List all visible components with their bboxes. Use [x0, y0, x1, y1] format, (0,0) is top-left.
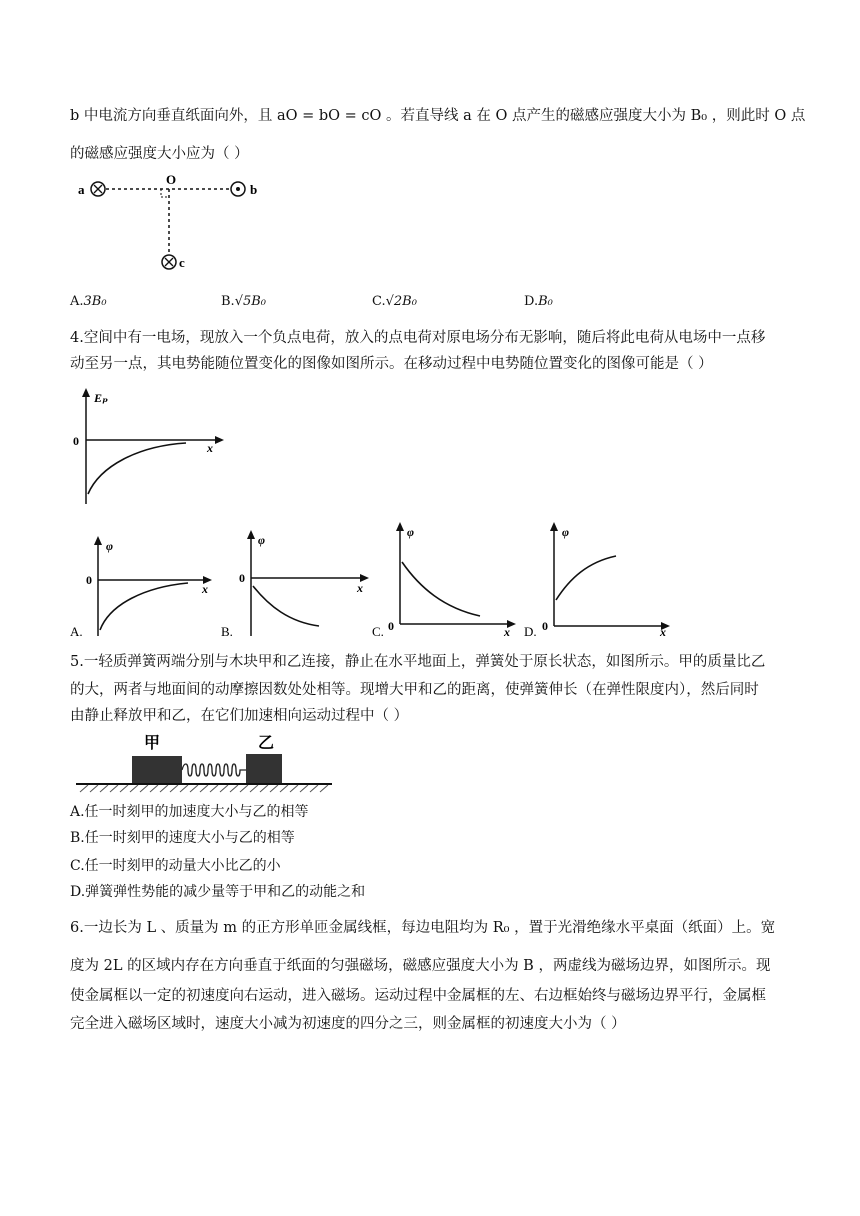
svg-text:x: x — [202, 582, 208, 596]
svg-text:x: x — [660, 625, 666, 639]
q5-option-a[interactable]: A.任一时刻甲的加速度大小与乙的相等 — [70, 804, 309, 820]
q6-text-line2: 度为 2L 的区域内存在方向垂直于纸面的匀强磁场，磁感应强度大小为 B ，两虚线为磁场边界，如图所示。现 — [70, 958, 771, 974]
block-yi-label: 乙 — [258, 735, 275, 752]
q5-text-line1: 5.一轻质弹簧两端分别与木块甲和乙连接，静止在水平地面上，弹簧处于原长状态，如图所示。甲的质量比乙 — [70, 654, 766, 670]
wire-b-label: b — [250, 182, 258, 197]
q5-text-line2: 的大，两者与地面间的动摩擦因数处处相等。现增大甲和乙的距离，使弹簧伸长（在弹性限度内），然后同时 — [70, 682, 759, 698]
q4-main-origin: 0 — [73, 434, 79, 448]
q4-option-d-graph[interactable] — [524, 518, 674, 640]
q4-option-a-graph[interactable] — [70, 532, 220, 640]
q4-option-c-label: C. — [372, 624, 384, 639]
q6-text-line1: 6.一边长为 L 、质量为 m 的正方形单匝金属线框，每边电阻均为 R₀ ，置于光滑绝缘水平桌面（纸面）上。宽 — [70, 920, 776, 936]
q3-option-b[interactable]: B.√5B₀ — [221, 294, 267, 309]
q4-main-xlabel: x — [207, 441, 213, 455]
svg-text:φ: φ — [562, 525, 570, 539]
q6-text-line4: 完全进入磁场区域时，速度大小减为初速度的四分之三，则金属框的初速度大小为（ ） — [70, 1016, 626, 1032]
block-jia — [132, 756, 182, 784]
block-yi — [246, 754, 282, 784]
svg-text:φ: φ — [258, 533, 266, 547]
q6-text-line3: 使金属框以一定的初速度向右运动，进入磁场。运动过程中金属框的左、右边框始终与磁场边界平行，金属框 — [70, 988, 766, 1004]
svg-text:φ: φ — [407, 525, 415, 539]
wire-a-label: a — [78, 182, 85, 197]
q4-main-ylabel: Eₚ — [94, 391, 108, 405]
point-O-label: O — [166, 172, 177, 187]
q5-option-b[interactable]: B.任一时刻甲的速度大小与乙的相等 — [70, 830, 295, 846]
spring — [182, 764, 246, 776]
svg-text:0: 0 — [239, 571, 245, 585]
q4-text-line1: 4.空间中有一电场，现放入一个负点电荷，放入的点电荷对原电场分布无影响，随后将此电荷从电场中一点移 — [70, 330, 766, 346]
q5-option-d[interactable]: D.弹簧弹性势能的减少量等于甲和乙的动能之和 — [70, 884, 366, 900]
q3-option-a[interactable]: A.3B₀ — [70, 294, 107, 309]
q3-text-line2: 的磁感应强度大小应为（ ） — [70, 146, 249, 162]
q4-text-line2: 动至另一点，其电势能随位置变化的图像如图所示。在移动过程中电势随位置变化的图像可能是（ ） — [70, 356, 713, 372]
q4-potential-energy-graph — [68, 386, 228, 508]
block-jia-label: 甲 — [144, 735, 161, 752]
q3-wire-diagram — [70, 170, 270, 275]
svg-text:x: x — [504, 625, 510, 639]
svg-text:0: 0 — [86, 573, 92, 587]
svg-text:0: 0 — [388, 619, 394, 633]
svg-text:0: 0 — [542, 619, 548, 633]
q4-option-a-label: A. — [70, 624, 83, 639]
q4-option-b-label: B. — [221, 624, 233, 639]
q5-spring-blocks-diagram — [74, 732, 336, 794]
q3-text-line1: b 中电流方向垂直纸面向外，且 aO = bO = cO 。若直导线 a 在 O 点产生的磁感应强度大小为 B₀ ，则此时 O 点 — [70, 108, 806, 124]
q3-option-d[interactable]: D.B₀ — [524, 294, 553, 309]
wire-c-label: c — [179, 255, 185, 270]
q4-option-c-graph[interactable] — [372, 518, 522, 640]
q3-option-c[interactable]: C.√2B₀ — [372, 294, 417, 309]
q4-main-curve — [88, 443, 186, 494]
svg-text:φ: φ — [106, 539, 114, 553]
q5-option-c[interactable]: C.任一时刻甲的动量大小比乙的小 — [70, 858, 281, 874]
q5-text-line3: 由静止释放甲和乙，在它们加速相向运动过程中（ ） — [70, 708, 409, 724]
svg-text:x: x — [357, 581, 363, 595]
q4-option-b-graph[interactable] — [221, 526, 371, 640]
q4-option-d-label: D. — [524, 624, 537, 639]
